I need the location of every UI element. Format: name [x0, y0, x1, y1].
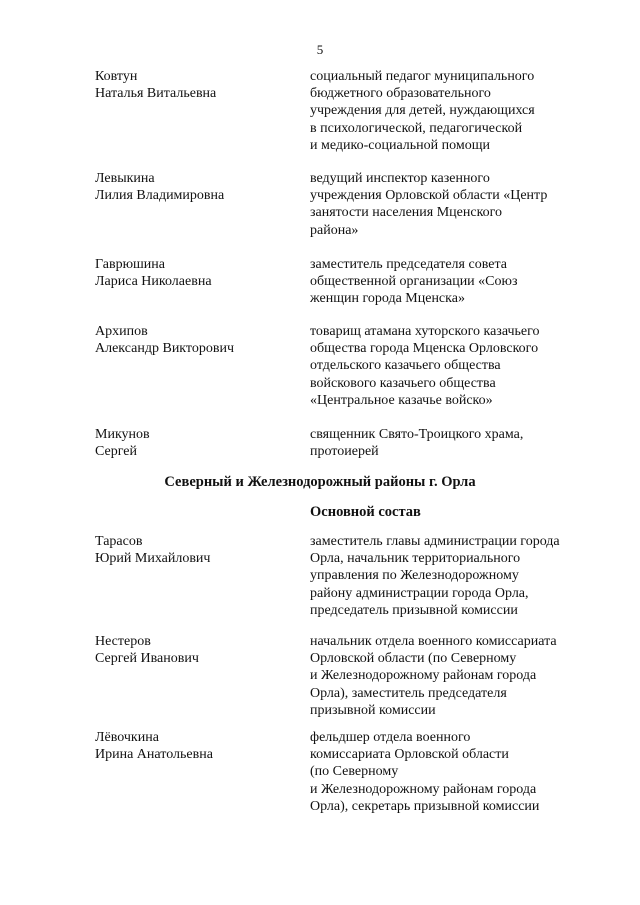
section-heading: Северный и Железнодорожный районы г. Орла — [164, 474, 476, 490]
role-line: района» — [310, 222, 359, 238]
member-role — [310, 426, 580, 460]
member-name — [95, 68, 295, 102]
member-name — [95, 323, 295, 357]
member-given-names: Юрий Михайлович — [95, 551, 211, 566]
role-line: району администрации города Орла, — [310, 585, 529, 601]
role-line: заместитель председателя совета — [310, 257, 507, 272]
role-line: и Железнодорожному районам города — [310, 668, 537, 684]
member-role — [310, 729, 580, 815]
role-line: управления по Железнодорожному — [310, 568, 519, 584]
member-name — [95, 170, 295, 204]
role-line: товарищ атамана хуторского казачьего — [310, 324, 540, 339]
member-surname: Тарасов — [95, 534, 143, 549]
role-line: фельдшер отдела военного — [310, 730, 471, 745]
member-role — [310, 533, 580, 619]
member-surname: Ковтун — [95, 69, 138, 84]
member-surname: Лёвочкина — [95, 730, 159, 745]
member-surname: Левыкина — [95, 171, 155, 186]
role-line: общества города Мценска Орловского — [310, 341, 539, 357]
role-line: занятости населения Мценского — [310, 205, 503, 221]
role-line: общественной организации «Союз — [310, 274, 518, 290]
member-surname: Нестеров — [95, 634, 151, 649]
role-line: председатель призывной комиссии — [310, 602, 518, 618]
member-surname: Гаврюшина — [95, 257, 166, 272]
role-line: учреждения для детей, нуждающихся — [310, 103, 535, 119]
member-name — [95, 633, 295, 667]
member-given-names: Сергей — [95, 444, 137, 459]
role-line: войскового казачьего общества — [310, 375, 496, 391]
subsection-heading: Основной состав — [310, 504, 421, 520]
member-role — [310, 633, 580, 719]
member-given-names: Сергей Иванович — [95, 651, 199, 666]
member-given-names: Александр Викторович — [95, 341, 235, 356]
member-given-names: Наталья Витальевна — [95, 86, 217, 101]
member-surname: Архипов — [95, 324, 148, 339]
member-role — [310, 323, 580, 409]
member-given-names: Лариса Николаевна — [95, 274, 212, 289]
role-line: в психологической, педагогической — [310, 120, 523, 136]
member-given-names: Ирина Анатольевна — [95, 747, 213, 762]
role-line: призывной комиссии — [310, 702, 436, 718]
role-line: бюджетного образовательного — [310, 86, 491, 102]
role-line: (по Северному — [310, 764, 399, 780]
role-line: Орла), заместитель председателя — [310, 685, 507, 701]
role-line: Орловской области (по Северному — [310, 651, 517, 667]
role-line: заместитель главы администрации города — [310, 534, 560, 549]
member-role — [310, 68, 580, 154]
member-role — [310, 256, 580, 308]
role-line: начальник отдела военного комиссариата — [310, 634, 557, 649]
role-line: и Железнодорожному районам города — [310, 781, 537, 797]
role-line: учреждения Орловской области «Центр — [310, 188, 548, 204]
role-line: социальный педагог муниципального — [310, 69, 535, 84]
member-name — [95, 426, 295, 460]
member-name — [95, 533, 295, 567]
role-line: ведущий инспектор казенного — [310, 171, 490, 186]
role-line: комиссариата Орловской области — [310, 747, 509, 763]
role-line: «Центральное казачье войско» — [310, 392, 493, 408]
role-line: Орла, начальник территориального — [310, 551, 521, 567]
page-number: 5 — [316, 42, 324, 57]
member-name — [95, 729, 295, 763]
member-name — [95, 256, 295, 290]
member-given-names: Лилия Владимировна — [95, 188, 225, 203]
role-line: отдельского казачьего общества — [310, 358, 501, 374]
role-line: женщин города Мценска» — [310, 291, 465, 307]
role-line: и медико-социальной помощи — [310, 137, 490, 153]
member-surname: Микунов — [95, 427, 150, 442]
role-line: священник Свято-Троицкого храма, — [310, 427, 524, 442]
role-line: Орла), секретарь призывной комиссии — [310, 798, 540, 814]
role-line: протоиерей — [310, 444, 379, 460]
member-role — [310, 170, 580, 239]
